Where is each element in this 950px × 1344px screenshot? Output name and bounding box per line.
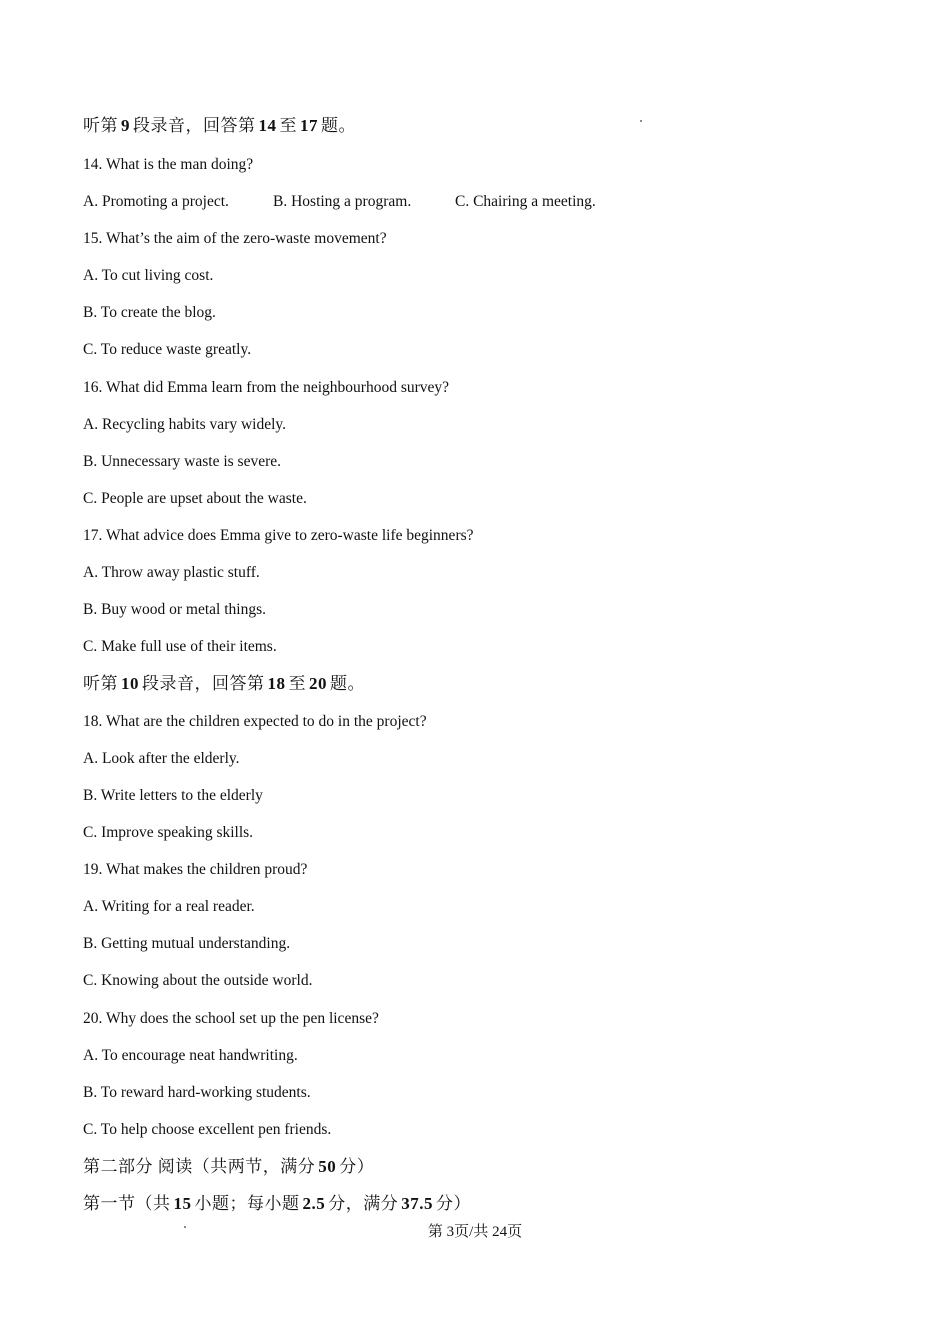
audio-9-header: 听第 9 段录音，回答第 14 至 17 题。: [83, 116, 356, 135]
question-14-option-a: A. Promoting a project.: [83, 193, 229, 210]
question-14-option-c: C. Chairing a meeting.: [455, 193, 596, 210]
question-20-option-a: A. To encourage neat handwriting.: [83, 1047, 298, 1064]
question-17-option-a: A. Throw away plastic stuff.: [83, 564, 260, 581]
question-15-stem: 15. What’s the aim of the zero-waste movement?: [83, 230, 387, 247]
question-17-option-b: B. Buy wood or metal things.: [83, 601, 266, 618]
question-20-option-c: C. To help choose excellent pen friends.: [83, 1121, 332, 1138]
question-19-stem: 19. What makes the children proud?: [83, 861, 308, 878]
question-18-option-a: A. Look after the elderly.: [83, 750, 240, 767]
question-19-option-a: A. Writing for a real reader.: [83, 898, 255, 915]
question-17-option-c: C. Make full use of their items.: [83, 638, 277, 655]
question-20-option-b: B. To reward hard-working students.: [83, 1084, 311, 1101]
question-16-option-c: C. People are upset about the waste.: [83, 490, 307, 507]
page-number-footer: 第 3页/共 24页: [427, 1224, 523, 1240]
scan-speck: [640, 120, 642, 122]
audio-10-header: 听第 10 段录音，回答第 18 至 20 题。: [83, 674, 365, 693]
question-15-option-c: C. To reduce waste greatly.: [83, 341, 252, 358]
question-15-option-a: A. To cut living cost.: [83, 267, 214, 284]
question-16-option-a: A. Recycling habits vary widely.: [83, 416, 287, 433]
question-16-option-b: B. Unnecessary waste is severe.: [83, 453, 281, 470]
question-18-option-b: B. Write letters to the elderly: [83, 787, 263, 804]
question-19-option-c: C. Knowing about the outside world.: [83, 972, 313, 989]
question-17-stem: 17. What advice does Emma give to zero-waste life beginners?: [83, 527, 474, 544]
question-20-stem: 20. Why does the school set up the pen license?: [83, 1010, 379, 1027]
question-18-option-c: C. Improve speaking skills.: [83, 824, 254, 841]
question-14-stem: 14. What is the man doing?: [83, 156, 254, 173]
question-14-option-b: B. Hosting a program.: [273, 193, 412, 210]
question-18-stem: 18. What are the children expected to do in the project?: [83, 713, 427, 730]
question-14-options: [83, 192, 596, 212]
question-16-stem: 16. What did Emma learn from the neighbourhood survey?: [83, 379, 450, 396]
part-2-heading: 第二部分 阅读（共两节，满分 50 分）: [83, 1157, 375, 1176]
question-19-option-b: B. Getting mutual understanding.: [83, 935, 291, 952]
question-15-option-b: B. To create the blog.: [83, 304, 216, 321]
section-1-heading: 第一节（共 15 小题；每小题 2.5 分，满分 37.5 分）: [83, 1194, 471, 1213]
